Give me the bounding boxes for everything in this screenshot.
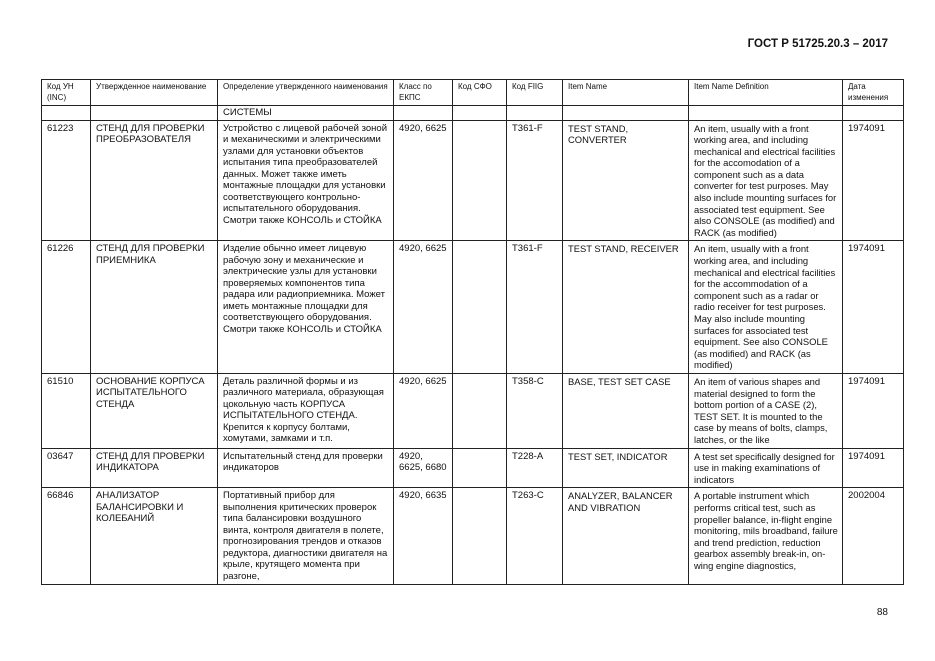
cell-fiig: T228-A (507, 448, 563, 488)
cell-item-name: TEST STAND, CONVERTER (563, 120, 689, 241)
cell-item-name: TEST STAND, RECEIVER (563, 241, 689, 374)
cell-sfo (453, 241, 507, 374)
col-header-item-name: Item Name (563, 80, 689, 106)
cell-item-definition: A test set specifically designed for use in making examinations of indicators (689, 448, 843, 488)
table-header-row (42, 80, 904, 106)
col-header-definition: Определение утвержденного наименования (218, 80, 394, 106)
cell-class: 4920, 6635 (394, 488, 453, 585)
cell-sfo (453, 120, 507, 241)
cell-class: 4920, 6625 (394, 241, 453, 374)
cell-item-name: ANALYZER, BALANCER AND VIBRATION (563, 488, 689, 585)
cell-inc: 66846 (42, 488, 91, 585)
cell-approved-name: СТЕНД ДЛЯ ПРОВЕРКИ ПРИЕМНИКА (91, 241, 218, 374)
cell-date: 1974091 (843, 373, 904, 448)
document-code: ГОСТ Р 51725.20.3 – 2017 (747, 38, 888, 50)
cell-class: 4920, 6625 (394, 120, 453, 241)
col-header-approved-name: Утвержденное наименование (91, 80, 218, 106)
page-number: 88 (876, 607, 888, 618)
cell-fiig: T358-C (507, 373, 563, 448)
cell-date: 1974091 (843, 120, 904, 241)
cell-fiig: T263-C (507, 488, 563, 585)
table-row (42, 448, 904, 488)
cell-item-definition: A portable instrument which performs critical test, such as propeller balance, in-flight engine monitoring, mils broadband, failure and trend prediction, reduction gearbox assembly break-in, on-wing engine diagnostics, (689, 488, 843, 585)
col-header-inc: Код УН (INC) (42, 80, 91, 106)
col-header-class: Класс по ЕКПС (394, 80, 453, 106)
continuation-row (42, 106, 904, 121)
cell-item-definition: An item of various shapes and material designed to form the bottom portion of a CASE (2), TEST SET. It is mounted to the case by means of bolts, clamps, latches, or the like (689, 373, 843, 448)
cell-definition: Устройство с лицевой рабочей зоной и механическими и электрическими узлами для установки объектов испытания типа преобразователей данных. Может также иметь монтажные площадки для установки соответствующего контрольно-испытательного оборудования. Смотри также КОНСОЛЬ и СТОЙКА (218, 120, 394, 241)
cell-class: 4920, 6625, 6680 (394, 448, 453, 488)
col-header-sfo: Код СФО (453, 80, 507, 106)
cell-fiig: T361-F (507, 120, 563, 241)
cell-sfo (453, 448, 507, 488)
cell-item-definition: An item, usually with a front working area, and including mechanical and electrical facilities for the accomodation of a component such as a data converter for test purposes. May also include mounting surfaces for associated test equipment. See also CONSOLE (as modified) and RACK (as modified) (689, 120, 843, 241)
cell-inc: 61510 (42, 373, 91, 448)
cell-item-name: TEST SET, INDICATOR (563, 448, 689, 488)
col-header-item-definition: Item Name Definition (689, 80, 843, 106)
table-row (42, 120, 904, 241)
col-header-fiig: Код FIIG (507, 80, 563, 106)
cell-date: 1974091 (843, 241, 904, 374)
cell-definition: Испытательный стенд для проверки индикаторов (218, 448, 394, 488)
table-row (42, 241, 904, 374)
cell-date: 1974091 (843, 448, 904, 488)
cell-inc: 61223 (42, 120, 91, 241)
cell-sfo (453, 373, 507, 448)
cell-definition: Портативный прибор для выполнения критических проверок типа балансировки воздушного винта, контроля двигателя в полете, прогнозирования трендов и отказов редуктора, диагностики двигателя на крыле, крутящего момента при разгоне, (218, 488, 394, 585)
cell-definition: Деталь различной формы и из различного материала, образующая цокольную часть КОРПУСА ИСПЫТАТЕЛЬНОГО СТЕНДА. Крепится к корпусу болтами, хомутами, замками и т.п. (218, 373, 394, 448)
cell-inc: 03647 (42, 448, 91, 488)
cell-class: 4920, 6625 (394, 373, 453, 448)
cell-approved-name: СТЕНД ДЛЯ ПРОВЕРКИ ПРЕОБРАЗОВАТЕЛЯ (91, 120, 218, 241)
cell-approved-name: СТЕНД ДЛЯ ПРОВЕРКИ ИНДИКАТОРА (91, 448, 218, 488)
cell-item-name: BASE, TEST SET CASE (563, 373, 689, 448)
cell-sfo (453, 488, 507, 585)
cell-approved-name: ОСНОВАНИЕ КОРПУСА ИСПЫТАТЕЛЬНОГО СТЕНДА (91, 373, 218, 448)
cell-fiig: T361-F (507, 241, 563, 374)
table-row (42, 373, 904, 448)
cell-inc: 61226 (42, 241, 91, 374)
cell-item-definition: An item, usually with a front working area, and including mechanical and electrical facilities for the accommodation of a component such as a radar or radio receiver for test purposes. May also include mounting surfaces for associated test equipment. See also CONSOLE (as modified) and RACK (as modified) (689, 241, 843, 374)
cell-definition: Изделие обычно имеет лицевую рабочую зону и механические и электрические узлы для установки проверяемых компонентов типа радара или радиоприемника. Может иметь монтажные площадки для соответствующего оборудования. Смотри также КОНСОЛЬ и СТОЙКА (218, 241, 394, 374)
table-row (42, 488, 904, 585)
cell-approved-name: АНАЛИЗАТОР БАЛАНСИРОВКИ И КОЛЕБАНИЙ (91, 488, 218, 585)
catalog-table (41, 79, 904, 585)
col-header-date: Дата изменения (843, 80, 904, 106)
cell-date: 2002004 (843, 488, 904, 585)
continuation-text: СИСТЕМЫ (218, 106, 394, 121)
